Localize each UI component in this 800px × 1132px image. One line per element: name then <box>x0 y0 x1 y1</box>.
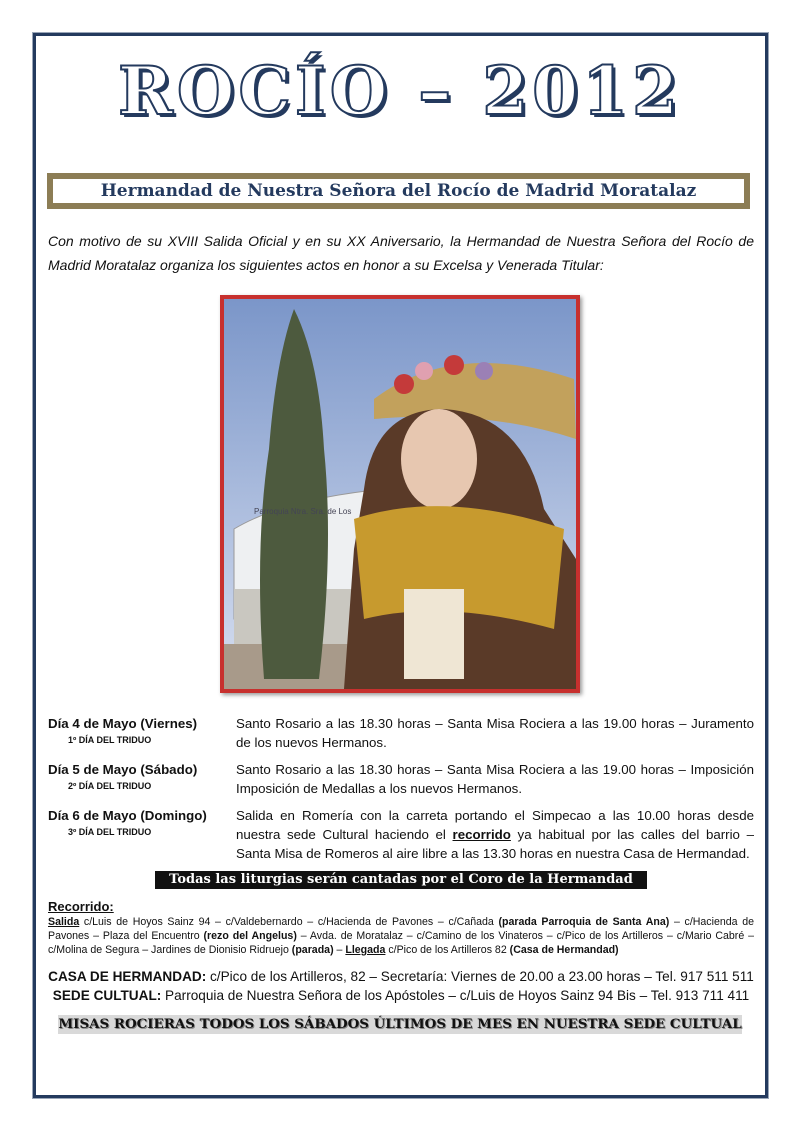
day-description: Santo Rosario a las 18.30 horas – Santa Misa Rociera a las 19.00 horas – Juramento de los nuevos Hermanos. <box>236 716 754 750</box>
desc-text: ya habitual por las calles del barrio – Santa Misa de Romeros al aire libre a las 13.30 horas en nuestra Casa de Hermandad. <box>236 827 754 861</box>
route-segment: c/Pico de los Artilleros 82 <box>385 944 510 956</box>
casa-hermandad-line <box>40 967 762 986</box>
route-segment: (Casa de Hermandad) <box>509 944 619 956</box>
route-text <box>48 915 754 957</box>
virgin-photo <box>220 295 580 693</box>
event-day-1 <box>48 714 754 752</box>
recorrido-link[interactable]: recorrido <box>452 827 511 842</box>
casa-label: CASA DE HERMANDAD: <box>48 969 207 984</box>
route-segment: Llegada <box>345 944 386 956</box>
brotherhood-header: Hermandad de Nuestra Señora del Rocío de Madrid Moratalaz <box>47 173 750 209</box>
route-segment: – c/Hacienda de Pavones – Plaza del Encuentro <box>48 916 754 942</box>
route-segment: c/Luis de Hoyos Sainz 94 – c/Valdebernardo – c/Hacienda de Pavones – c/Cañada <box>79 916 499 928</box>
sede-text: Parroquia de Nuestra Señora de los Apóstoles – c/Luis de Hoyos Sainz 94 Bis – Tel. 913 711 411 <box>161 988 750 1003</box>
day-label: Día 6 de Mayo (Domingo) <box>48 808 207 823</box>
photo-illustration <box>224 299 576 689</box>
choir-note-banner: Todas las liturgias serán cantadas por el Coro de la Hermandad <box>155 871 647 889</box>
day-description <box>236 806 754 863</box>
route-segment: (rezo del Angelus) <box>203 930 297 942</box>
casa-text: c/Pico de los Artilleros, 82 – Secretaría: Viernes de 20.00 a 23.00 horas – Tel. 917 511 511 <box>206 969 754 984</box>
event-day-3 <box>48 806 754 863</box>
day-description: Santo Rosario a las 18.30 horas – Santa Misa Rociera a las 19.00 horas – Imposición Imposición de Medallas a los nuevos Hermanos. <box>236 762 754 796</box>
footer-banner: MISAS ROCIERAS TODOS LOS SÁBADOS ÚLTIMOS DE MES EN NUESTRA SEDE CULTUAL <box>58 1016 742 1032</box>
route-segment: (parada Parroquia de Santa Ana) <box>498 916 670 928</box>
sede-cultual-line <box>40 986 762 1005</box>
intro-paragraph: Con motivo de su XVIII Salida Oficial y en su XX Aniversario, la Hermandad de Nuestra Señora del Rocío de Madrid Moratalaz organiza los siguientes actos en honor a su Excelsa y Venerada Titular: <box>48 233 754 273</box>
triduo-label: 1º DÍA DEL TRIDUO <box>68 735 152 745</box>
route-heading: Recorrido: <box>48 899 114 914</box>
day-label: Día 4 de Mayo (Viernes) <box>48 716 198 731</box>
program-section <box>48 714 754 1034</box>
church-sign: Parroquia Ntra. Sra. de Los <box>254 507 352 516</box>
desc-text: Salida en Romería con la carreta portando el Simpecao a las 10.00 horas desde nuestra sede Cultural haciendo el <box>236 808 754 842</box>
route-segment: (parada) <box>291 944 334 956</box>
route-segment: Salida <box>48 916 80 928</box>
triduo-label: 2º DÍA DEL TRIDUO <box>68 781 152 791</box>
route-segment: – <box>333 944 346 956</box>
triduo-label: 3º DÍA DEL TRIDUO <box>68 827 152 837</box>
sede-label: SEDE CULTUAL: <box>52 988 162 1003</box>
day-label: Día 5 de Mayo (Sábado) <box>48 762 198 777</box>
poster-title: ROCÍO – 2012 <box>118 52 682 130</box>
route-segment: – Avda. de Moratalaz – c/Camino de los Vinateros – c/Pico de los Artilleros – c/Mario Cabré – c/Molina de Segura – Jardines de Dionisio Ridruejo <box>48 930 754 956</box>
event-day-2 <box>48 760 754 798</box>
